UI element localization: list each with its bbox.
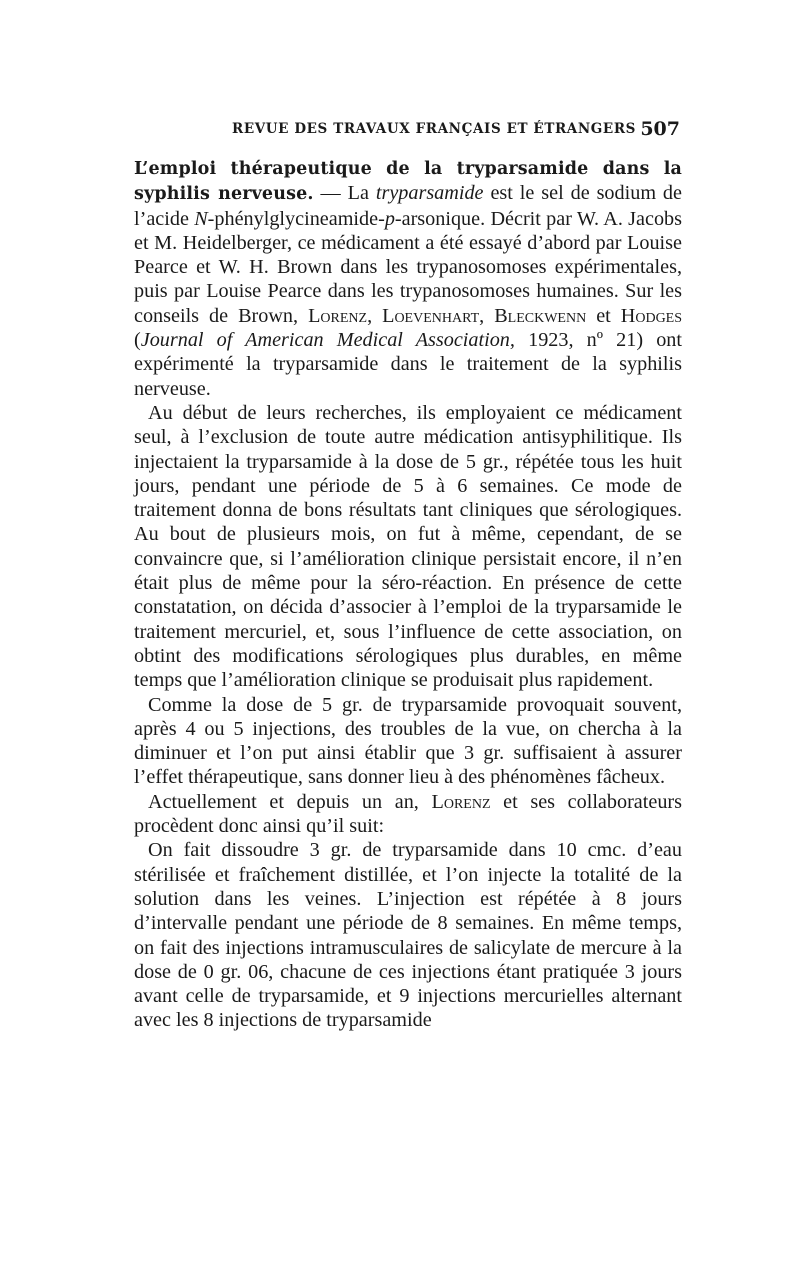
author-name: Bleckwenn <box>494 304 587 327</box>
text-span: est le sel de sodium de l’acide <box>134 182 682 230</box>
paragraph-2: Au début de leurs recherches, ils employaient ce médicament seul, à l’exclusion de toute autre médication antisyphilitique. Ils injectaient la tryparsamide à la dose de 5 gr., répétée tous les huit jours, pendant une période de 5 à 6 semaines. Ce mode de traitement donna de bons résultats tant cliniques que sérologiques. Au bout de plusieurs mois, on fut à même, cependant, de se convaincre que, si l’amélioration clinique persistait encore, il n’en était plus de même pour la séro-réaction. En présence de cette constatation, on décida d’associer à l’emploi de la tryparsamide le traitement mercuriel, et, sous l’influence de cette association, on obtint des modifications sérologiques plus durables, en même temps que l’amélioration clinique se produisait plus rapidement. <box>134 401 682 692</box>
italic-term: p <box>384 207 395 230</box>
article-title: L’emploi thérapeutique de la tryparsamide dans la syphilis nerveuse. <box>134 159 682 205</box>
text-span: et ses collaborateurs procèdent donc ainsi qu’il suit: <box>134 790 682 838</box>
paragraph-4 <box>134 790 682 839</box>
text-span: Actuellement et depuis un an, <box>148 790 432 813</box>
text-span: , <box>479 304 495 327</box>
italic-term: N <box>194 207 208 230</box>
journal-name: Journal of American Medical Association, <box>140 329 515 352</box>
paragraph-5: On fait dissoudre 3 gr. de tryparsamide dans 10 cmc. d’eau stérilisée et fraîchement distillée, et l’on injecte la totalité de la solution dans les veines. L’injection est répétée à 8 jours d’intervalle pendant une période de 8 semaines. En même temps, on fait des injections intramusculaires de salicylate de mercure à la dose de 0 gr. 06, chacune de ces injections étant pratiquée 3 jours avant celle de tryparsamide, et 9 injections mercurielles alternant avec les 8 injections de tryparsamide <box>134 839 682 1032</box>
paragraph-3: Comme la dose de 5 gr. de tryparsamide provoquait souvent, après 4 ou 5 injections, des troubles de la vue, on chercha à la diminuer et l’on put ainsi établir que 3 gr. suffisaient à assurer l’effet thérapeutique, sans donner lieu à des phénomènes fâcheux. <box>134 693 682 789</box>
text-span: -phénylglycineamide- <box>207 207 385 230</box>
author-name: Loevenhart <box>382 304 480 327</box>
paragraph-1 <box>134 156 682 401</box>
article-body <box>134 156 682 1033</box>
text-span: — La <box>313 182 376 205</box>
page-number: 507 <box>640 118 680 140</box>
author-name: Lorenz <box>431 790 491 813</box>
text-span: ( <box>134 329 141 352</box>
running-title: REVUE DES TRAVAUX FRANÇAIS ET ÉTRANGERS <box>232 121 636 137</box>
text-span: 1923, nº 21) ont expérimenté la tryparsamide dans le traitement de la syphilis nerveuse. <box>134 329 682 400</box>
text-span: et <box>586 304 621 327</box>
author-name: Lorenz <box>308 304 368 327</box>
text-span: -arsonique. Décrit par W. A. Jacobs et M. Heidelberger, ce médicament a été essayé d’abord par Louise Pearce et W. H. Brown dans les trypanosomoses expérimentales, puis par Louise Pearce dans les trypanosomoses humaines. Sur les conseils de Brown, <box>134 207 682 327</box>
italic-term: tryparsamide <box>375 182 484 205</box>
text-span: , <box>367 304 383 327</box>
author-name: Hodges <box>620 304 683 327</box>
running-head <box>136 118 684 142</box>
